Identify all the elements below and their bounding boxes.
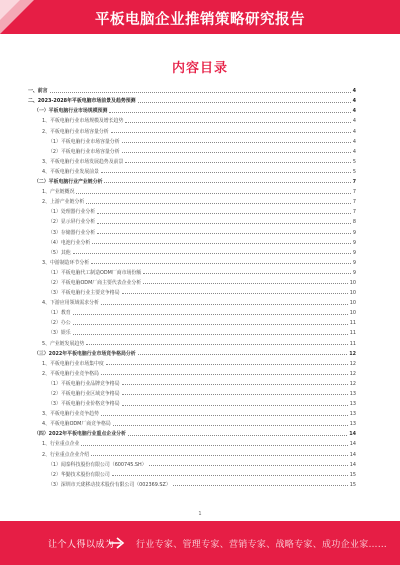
- toc-entry-page: 13: [349, 421, 356, 428]
- toc-entry-title: 1、平板电脑行业市场集中度: [42, 360, 104, 367]
- toc-entry-page: 4: [352, 98, 356, 105]
- toc-entry-page: 14: [349, 441, 356, 448]
- toc-entry-page: 10: [349, 310, 356, 317]
- toc-entry-page: 7: [352, 199, 356, 206]
- toc-leader-dots: [122, 384, 348, 385]
- toc-entry[interactable]: [28, 296, 356, 306]
- toc-leader-dots: [143, 283, 348, 284]
- toc-entry-page: 15: [349, 471, 356, 478]
- toc-entry-page: 13: [349, 411, 356, 418]
- toc-entry-page: 9: [352, 239, 356, 246]
- toc-leader-dots: [104, 182, 350, 183]
- toc-entry-page: 12: [349, 370, 356, 377]
- toc-entry-title: （一）平板电脑行业市场规模预测: [34, 108, 108, 115]
- toc-leader-dots: [91, 263, 351, 264]
- toc-entry[interactable]: [28, 134, 356, 144]
- toc-entry-page: 10: [349, 290, 356, 297]
- toc-entry-page: 9: [352, 249, 356, 256]
- toc-entry-title: 4、平板电脑ODM厂商竞争格局: [42, 421, 111, 428]
- toc-entry-title: 4、平板电脑行业发展前景: [42, 168, 99, 175]
- toc-leader-dots: [122, 293, 348, 294]
- toc-entry-title: （四）2022年平板电脑行业重点企业分析: [34, 431, 126, 438]
- toc-entry-page: 4: [352, 148, 356, 155]
- toc-entry[interactable]: [28, 276, 356, 286]
- toc-entry[interactable]: [28, 468, 356, 478]
- toc-entry[interactable]: [28, 367, 356, 377]
- toc-leader-dots: [143, 273, 351, 274]
- toc-entry-title: 二、2023-2028年平板电脑市场前景及趋势预测: [28, 98, 136, 105]
- toc-leader-dots: [73, 314, 348, 315]
- toc-leader-dots: [128, 435, 347, 436]
- toc-entry-title: 3、平板电脑行业竞争趋势: [42, 411, 99, 418]
- toc-entry-title: 4、下游应用领域需求分析: [42, 300, 99, 307]
- table-of-contents: [28, 84, 356, 488]
- toc-entry-page: 11: [349, 320, 356, 327]
- report-title: 平板电脑企业推销策略研究报告: [95, 12, 305, 28]
- toc-leader-dots: [101, 304, 348, 305]
- footer-slogan: 让个人得以成为: [48, 540, 115, 550]
- toc-entry-title: （2）办公: [48, 320, 71, 327]
- toc-entry-title: 2、上游产业链分析: [42, 199, 85, 206]
- toc-entry-page: 14: [349, 431, 356, 438]
- toc-entry-page: 11: [349, 330, 356, 337]
- toc-entry-page: 12: [349, 360, 356, 367]
- toc-entry[interactable]: [28, 104, 356, 114]
- toc-entry[interactable]: [28, 246, 356, 256]
- toc-entry-page: 4: [352, 118, 356, 125]
- toc-entry[interactable]: [28, 145, 356, 155]
- toc-entry-page: 5: [352, 158, 356, 165]
- toc-entry-title: 一、前言: [28, 88, 48, 95]
- toc-leader-dots: [138, 354, 348, 355]
- toc-entry-page: 5: [352, 168, 356, 175]
- toc-heading: 内容目录: [171, 61, 228, 76]
- toc-leader-dots: [149, 465, 348, 466]
- toc-entry[interactable]: [28, 94, 356, 104]
- toc-entry-title: 3、中游制造环节分析: [42, 259, 90, 266]
- toc-entry-page: 7: [352, 179, 356, 186]
- toc-entry[interactable]: [28, 185, 356, 195]
- toc-entry-title: （1）处理器行业分析: [48, 209, 96, 216]
- toc-entry-title: 2、行业重点企业介绍: [42, 451, 90, 458]
- toc-leader-dots: [91, 455, 348, 456]
- toc-entry-page: 10: [349, 279, 356, 286]
- toc-entry-title: （三）2022年平板电脑行业市场竞争格局分析: [34, 350, 136, 357]
- toc-entry[interactable]: [28, 175, 356, 185]
- toc-entry-page: 15: [349, 481, 356, 488]
- toc-entry-page: 7: [352, 209, 356, 216]
- toc-entry-page: 9: [352, 229, 356, 236]
- toc-entry-title: （1）平板电脑行业品牌竞争格局: [48, 380, 120, 387]
- toc-leader-dots: [122, 152, 351, 153]
- toc-leader-dots: [113, 425, 348, 426]
- toc-entry-title: （2）平板电脑行业市场容量分析: [48, 148, 120, 155]
- toc-leader-dots: [173, 485, 348, 486]
- toc-entry-title: （1）教育: [48, 310, 71, 317]
- toc-leader-dots: [73, 324, 348, 325]
- toc-entry-page: 12: [349, 380, 356, 387]
- toc-entry[interactable]: [28, 84, 356, 94]
- toc-entry[interactable]: [28, 437, 356, 447]
- toc-entry-page: 4: [352, 138, 356, 145]
- toc-entry-title: 2、平板电脑行业市场容量分析: [42, 128, 109, 135]
- toc-entry-page: 11: [349, 340, 356, 347]
- toc-entry-title: （2）平板电脑行业区域竞争格局: [48, 391, 120, 397]
- toc-entry[interactable]: [28, 266, 356, 276]
- toc-leader-dots: [73, 334, 348, 335]
- toc-entry-page: 7: [352, 189, 356, 196]
- toc-entry-title: （4）电池行业分析: [48, 239, 91, 246]
- toc-entry-page: 13: [349, 391, 356, 397]
- toc-entry[interactable]: [28, 326, 356, 336]
- toc-entry-page: 14: [349, 451, 356, 458]
- toc-entry[interactable]: [28, 336, 356, 346]
- toc-entry[interactable]: [28, 235, 356, 245]
- toc-entry-page: 9: [352, 259, 356, 266]
- toc-entry-title: （1）闻泰科技股份有限公司（600745.SH）: [48, 461, 147, 468]
- toc-entry[interactable]: [28, 286, 356, 296]
- toc-leader-dots: [111, 132, 351, 133]
- toc-entry[interactable]: [28, 205, 356, 215]
- toc-entry-page: 4: [352, 128, 356, 135]
- toc-entry[interactable]: [28, 346, 356, 356]
- toc-entry-page: 8: [352, 219, 356, 226]
- toc-entry[interactable]: [28, 155, 356, 165]
- toc-leader-dots: [106, 364, 348, 365]
- toc-entry[interactable]: [28, 306, 356, 316]
- toc-leader-dots: [50, 92, 351, 93]
- toc-entry-title: 3、平板电脑行业市场发展趋势及前景: [42, 158, 124, 165]
- toc-leader-dots: [81, 445, 347, 446]
- toc-leader-dots: [97, 213, 351, 214]
- toc-entry[interactable]: [28, 215, 356, 225]
- toc-entry-title: 1、行业重点企业: [42, 441, 80, 448]
- toc-entry-title: （5）其他: [48, 249, 71, 256]
- report-footer: [0, 521, 400, 565]
- toc-leader-dots: [122, 394, 348, 395]
- toc-entry[interactable]: [28, 114, 356, 124]
- toc-leader-dots: [125, 162, 351, 163]
- toc-entry[interactable]: [28, 447, 356, 457]
- toc-entry[interactable]: [28, 165, 356, 175]
- toc-entry-title: （2）平板电脑ODM厂商主要代表企业分析: [48, 279, 142, 286]
- toc-entry[interactable]: [28, 478, 356, 488]
- toc-entry-page: 4: [352, 88, 356, 95]
- toc-entry[interactable]: [28, 225, 356, 235]
- toc-entry-page: 12: [349, 350, 356, 357]
- toc-leader-dots: [86, 344, 348, 345]
- toc-entry[interactable]: [28, 387, 356, 397]
- toc-entry[interactable]: [28, 357, 356, 367]
- footer-roles: 行业专家、管理专家、营销专家、战略专家、成功企业家……: [136, 540, 388, 550]
- toc-leader-dots: [138, 102, 351, 103]
- toc-entry-title: 1、平板电脑行业市场规模及增长趋势: [42, 118, 124, 125]
- toc-entry[interactable]: [28, 256, 356, 266]
- toc-leader-dots: [112, 475, 348, 476]
- toc-leader-dots: [101, 172, 351, 173]
- toc-entry[interactable]: [28, 427, 356, 437]
- toc-entry[interactable]: [28, 397, 356, 407]
- toc-leader-dots: [101, 374, 348, 375]
- toc-entry[interactable]: [28, 457, 356, 467]
- toc-entry-title: （3）娱乐: [48, 330, 71, 337]
- toc-entry-page: 10: [349, 300, 356, 307]
- toc-leader-dots: [92, 243, 351, 244]
- toc-leader-dots: [109, 112, 350, 113]
- toc-leader-dots: [97, 233, 351, 234]
- toc-entry-title: （2）显示屏行业分析: [48, 219, 96, 226]
- toc-entry-title: （3）存储器行业分析: [48, 229, 96, 236]
- toc-entry[interactable]: [28, 377, 356, 387]
- toc-entry-title: （1）平板电脑行业市场容量分析: [48, 138, 120, 145]
- toc-leader-dots: [101, 415, 348, 416]
- toc-entry-title: 2、平板电脑行业竞争格局: [42, 370, 99, 377]
- toc-entry[interactable]: [28, 316, 356, 326]
- toc-entry-page: 14: [349, 461, 356, 468]
- toc-entry-title: （2）华勤技术股份有限公司: [48, 471, 110, 478]
- toc-entry-title: 1、产业链概况: [42, 189, 75, 196]
- toc-entry-title: （3）平板电脑行业主要竞争格局: [48, 290, 120, 297]
- toc-entry-page: 9: [352, 269, 356, 276]
- toc-leader-dots: [122, 142, 351, 143]
- toc-entry[interactable]: [28, 195, 356, 205]
- toc-leader-dots: [122, 405, 348, 406]
- toc-entry-title: （3）深圳市天珑移动技术股份有限公司（002369.SZ）: [48, 481, 171, 488]
- toc-entry-title: 5、产业链发展趋势: [42, 340, 85, 347]
- toc-entry[interactable]: [28, 124, 356, 134]
- toc-entry-page: 13: [349, 401, 356, 408]
- report-header: [0, 0, 400, 34]
- toc-leader-dots: [86, 203, 351, 204]
- toc-entry-title: （3）平板电脑行业价格竞争格局: [48, 401, 120, 408]
- toc-leader-dots: [97, 223, 351, 224]
- page-number: 1: [198, 511, 202, 517]
- toc-leader-dots: [76, 193, 350, 194]
- toc-entry-title: （二）平板电脑行业产业链分析: [34, 179, 103, 186]
- toc-entry-page: 4: [352, 108, 356, 115]
- toc-entry[interactable]: [28, 417, 356, 427]
- toc-leader-dots: [73, 253, 351, 254]
- toc-entry[interactable]: [28, 407, 356, 417]
- arrow-icon: [108, 536, 126, 550]
- toc-entry-title: （1）平板电脑代工制造ODM厂商市场份额: [48, 269, 142, 276]
- toc-leader-dots: [125, 122, 351, 123]
